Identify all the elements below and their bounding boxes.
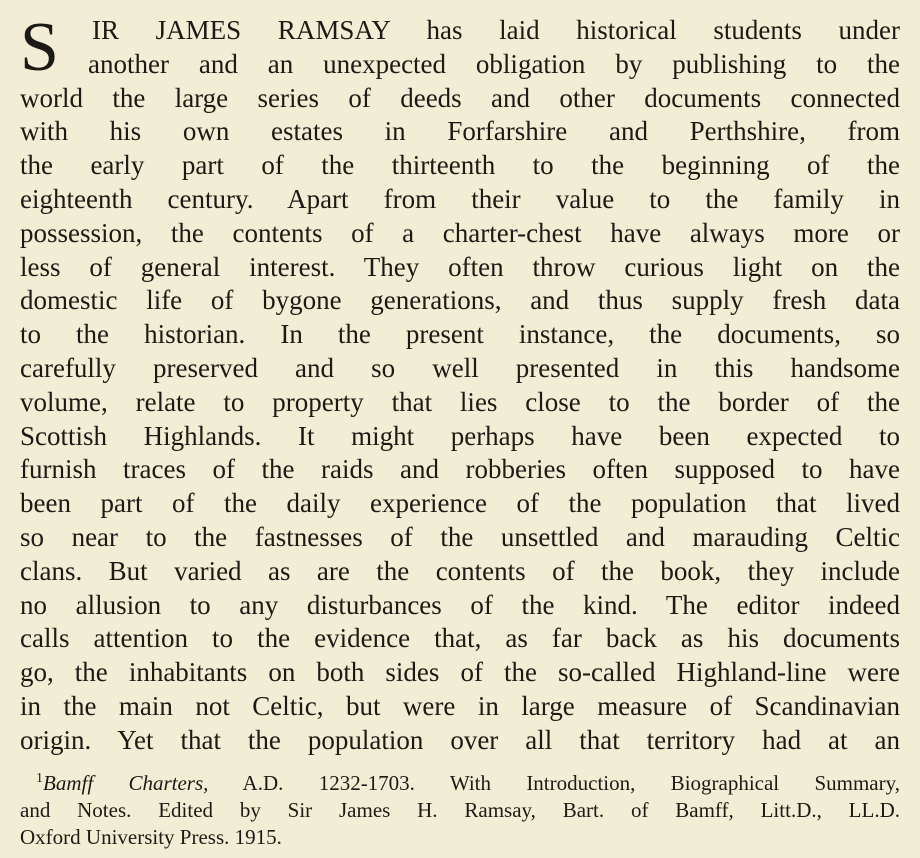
- text-line-8: less of general interest. They often throw curious light on the: [20, 251, 900, 282]
- text-line-6: eighteenth century. Apart from their value to the family in: [20, 183, 900, 214]
- text-line-10: to the historian. In the present instance, the documents, so: [20, 319, 900, 350]
- body-text: [20, 9, 900, 758]
- drop-cap-letter: S: [20, 9, 59, 86]
- text-line-12: volume, relate to property that lies close to the border of the: [20, 386, 900, 417]
- text-line-14: furnish traces of the raids and robberies often supposed to have: [20, 454, 900, 485]
- text-line-19: calls attention to the evidence that, as far back as his documents: [20, 623, 900, 654]
- text-line-3: world the large series of deeds and other documents connected: [20, 82, 900, 113]
- text-line-15: been part of the daily experience of the population that lived: [20, 488, 900, 519]
- text-line-4: with his own estates in Forfarshire and Perthshire, from: [20, 116, 900, 147]
- text-line-16: so near to the fastnesses of the unsettled and marauding Celtic: [20, 521, 900, 552]
- text-line-17: clans. But varied as are the contents of the book, they include: [20, 555, 900, 586]
- text-line-21: in the main not Celtic, but were in large measure of Scandinavian: [20, 690, 900, 721]
- footnote: [20, 770, 900, 851]
- text-line-13: Scottish Highlands. It might perhaps have been expected to: [20, 420, 900, 451]
- footnote-line-3: Oxford University Press. 1915.: [20, 825, 282, 849]
- footnote-line-1-rest: A.D. 1232-1703. With Introduction, Biographical Summary,: [208, 771, 901, 795]
- text-line-11: carefully preserved and so well presented in this handsome: [20, 352, 900, 383]
- footnote-title: Bamff Charters,: [43, 771, 209, 795]
- text-line-5: the early part of the thirteenth to the beginning of the: [20, 150, 900, 181]
- footnote-marker: 1: [36, 771, 43, 786]
- text-line-18: no allusion to any disturbances of the kind. The editor indeed: [20, 589, 900, 620]
- text-line-7: possession, the contents of a charter-chest have always more or: [20, 217, 900, 248]
- text-line-22: origin. Yet that the population over all that territory had at an: [20, 724, 900, 755]
- text-line-2: another and an unexpected obligation by publishing to the: [88, 48, 900, 79]
- text-line-9: domestic life of bygone generations, and thus supply fresh data: [20, 285, 900, 316]
- footnote-line-1: [20, 770, 900, 797]
- text-line-20: go, the inhabitants on both sides of the so-called Highland-line were: [20, 657, 900, 688]
- footnote-line-2: and Notes. Edited by Sir James H. Ramsay, Bart. of Bamff, Litt.D., LL.D.: [20, 798, 900, 822]
- text-line-1: IR JAMES RAMSAY has laid historical students under: [92, 15, 900, 45]
